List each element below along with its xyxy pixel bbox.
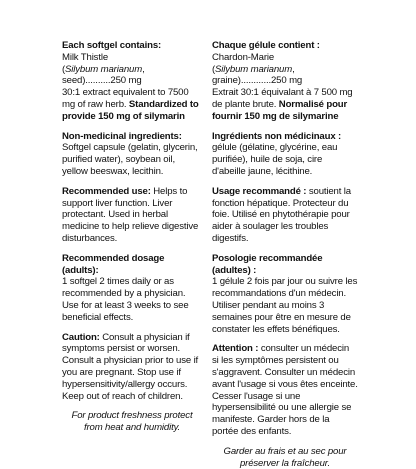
- english-column: [62, 40, 202, 434]
- nonmedicinal-heading: Non-medicinal ingredients:: [62, 130, 182, 142]
- herb-part-amount: , seed)..........250 mg: [62, 63, 145, 87]
- caution-section-fr: [212, 343, 358, 437]
- caution-heading: Caution:: [62, 331, 100, 343]
- extract-text-fr: [212, 87, 358, 122]
- dosage-heading: Recommended dosage (adults):: [62, 252, 165, 276]
- recommended-use-text-fr: soutient la fonction hépatique. Protecteur du foie. Utilisé en phytothérapie pour aider à soulager les troubles digestifs.: [212, 185, 351, 244]
- french-column: [212, 40, 358, 469]
- recommended-use-heading-fr: Usage recommandé :: [212, 185, 307, 197]
- herb-detail-fr: [212, 64, 358, 88]
- freshness-note: For product freshness protect from heat and humidity.: [71, 410, 193, 434]
- nonmedicinal-text: Softgel capsule (gelatin, glycerin, purified water), soybean oil, yellow beeswax, lecithin.: [62, 142, 198, 177]
- nonmedicinal-text-fr: gélule (gélatine, glycérine, eau purifiée), huile de soja, cire d'abeille jaune, lécithine.: [212, 142, 338, 177]
- dosage-text: 1 softgel 2 times daily or as recommended by a physician. Use for at least 3 weeks to see beneficial effects.: [62, 276, 189, 323]
- contents-heading-fr: Chaque gélule contient :: [212, 40, 320, 51]
- extract-text: [62, 87, 202, 122]
- recommended-use-heading: Recommended use:: [62, 185, 151, 197]
- contents-section: [62, 40, 202, 123]
- dosage-section: [62, 253, 202, 324]
- herb-latin-name-fr: Silybum marianum: [215, 63, 293, 75]
- recommended-use-section-fr: [212, 186, 358, 245]
- herb-open: (: [62, 63, 66, 75]
- recommended-use-section: [62, 186, 202, 245]
- caution-text: Consult a physician if symptoms persist or worsen. Consult a physician prior to use if you are pregnant. Stop use if hypersensitivity/allergy occurs. Keep out of reach of children.: [62, 331, 199, 402]
- freshness-note-fr: Garder au frais et au sec pour préserver la fraîcheur.: [223, 445, 347, 469]
- dosage-heading-fr: Posologie recommandée (adultes) :: [212, 252, 323, 276]
- extract-line-fr: Extrait 30:1 équivalant à 7 500 mg de plante brute.: [212, 87, 353, 110]
- contents-section-fr: [212, 40, 358, 123]
- standardized-text-fr: Normalisé pour fournir 150 mg de silymarine: [212, 98, 348, 122]
- caution-heading-fr: Attention :: [212, 343, 259, 355]
- herb-detail: [62, 64, 202, 88]
- dosage-text-fr: 1 gélule 2 fois par jour ou suivre les recommandations d'un médecin. Utiliser pendant au moins 3 semaines pour être en mesure de constater les effets bénéfiques.: [212, 276, 358, 335]
- recommended-use-text: Helps to support liver function. Liver protectant. Used in herbal medicine to help relieve digestive disturbances.: [62, 185, 199, 244]
- contents-heading: Each softgel contains:: [62, 40, 162, 51]
- nonmedicinal-section-fr: [212, 131, 358, 178]
- herb-latin-name: Silybum marianum: [65, 63, 143, 75]
- standardized-text: Standardized to provide 150 mg of silymarin: [62, 98, 199, 122]
- herb-name: Milk Thistle: [62, 51, 109, 63]
- nonmedicinal-heading-fr: Ingrédients non médicinaux :: [212, 130, 342, 142]
- extract-line: 30:1 extract equivalent to 7500 mg of raw herb.: [62, 87, 189, 110]
- herb-part-amount-fr: , graine)............250 mg: [212, 63, 303, 87]
- herb-open-fr: (: [212, 63, 216, 75]
- dosage-section-fr: [212, 253, 358, 336]
- caution-text-fr: consulter un médecin si les symptômes persistent ou s'aggravent. Consulter un médecin avant l'usage si vous êtes enceinte. Cesser l'usage si une hypersensibilité ou une allergie se manifeste. Garder hors de la portée des enfants.: [212, 343, 358, 437]
- herb-name-fr: Chardon-Marie: [212, 51, 275, 63]
- caution-section: [62, 332, 202, 403]
- nonmedicinal-section: [62, 131, 202, 178]
